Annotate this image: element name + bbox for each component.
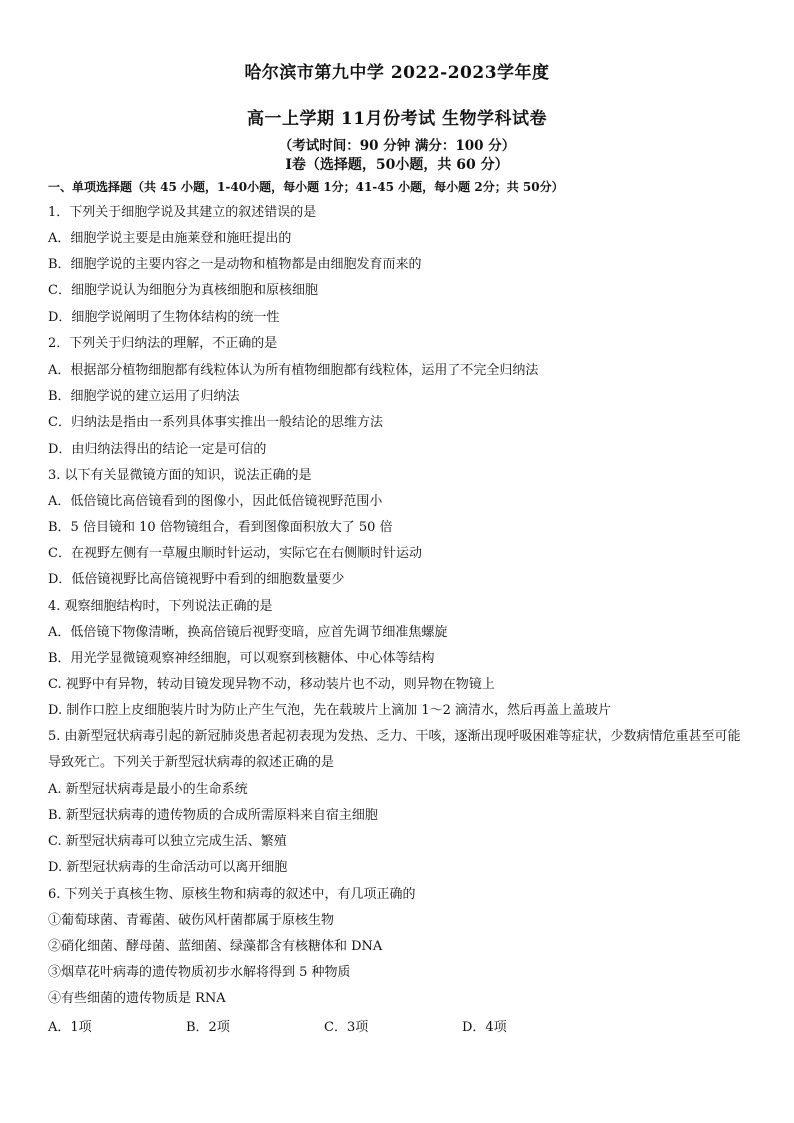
- question-3-option-b: B．5 倍目镜和 10 倍物镜组合，看到图像面积放大了 50 倍: [48, 520, 393, 535]
- question-4-stem: 4. 观察细胞结构时，下列说法正确的是: [48, 599, 273, 614]
- question-4-option-a: A．低倍镜下物像清晰，换高倍镜后视野变暗，应首先调节细准焦螺旋: [48, 625, 448, 640]
- question-5-stem: 5. 由新型冠状病毒引起的新冠肺炎患者起初表现为发热、乏力、干咳，逐渐出现呼吸困难等症状，少数病情危重甚至可能导致死亡。下列关于新型冠状病毒的叙述正确的是: [48, 729, 741, 770]
- question-5-option-a: A. 新型冠状病毒是最小的生命系统: [48, 782, 248, 797]
- question-1-stem: 1．下列关于细胞学说及其建立的叙述错误的是: [48, 205, 317, 220]
- question-4-option-c: C. 视野中有异物，转动目镜发现异物不动，移动装片也不动，则异物在物镜上: [48, 677, 495, 692]
- question-1-option-c: C．细胞学说认为细胞分为真核细胞和原核细胞: [48, 283, 318, 298]
- part-heading: Ⅰ卷（选择题，50小题，共 60 分）: [285, 157, 509, 173]
- question-3-option-d: D．低倍镜视野比高倍镜视野中看到的细胞数量要少: [48, 572, 345, 587]
- question-5-option-c: C. 新型冠状病毒可以独立完成生活、繁殖: [48, 834, 287, 849]
- question-3-stem: 3. 以下有关显微镜方面的知识，说法正确的是: [48, 468, 312, 483]
- question-3-option-a: A．低倍镜比高倍镜看到的图像小，因此低倍镜视野范围小: [48, 494, 383, 509]
- question-1-option-d: D．细胞学说阐明了生物体结构的统一性: [48, 310, 280, 325]
- question-3-option-c: C．在视野左侧有一草履虫顺时针运动，实际它在右侧顺时针运动: [48, 546, 422, 561]
- question-6-option-c: C．3项: [324, 1020, 369, 1035]
- question-4-option-d: D. 制作口腔上皮细胞装片时为防止产生气泡，先在载玻片上滴加 1～2 滴清水，然后再盖上盖玻片: [48, 703, 612, 718]
- question-4-option-b: B．用光学显微镜观察神经细胞，可以观察到核糖体、中心体等结构: [48, 651, 435, 666]
- question-2-option-a: A．根据部分植物细胞都有线粒体认为所有植物细胞都有线粒体，运用了不完全归纳法: [48, 363, 539, 378]
- question-6-option-a: A．1项: [48, 1020, 92, 1035]
- question-5-option-b: B. 新型冠状病毒的遗传物质的合成所需原料来自宿主细胞: [48, 808, 378, 823]
- question-1-option-a: A．细胞学说主要是由施莱登和施旺提出的: [48, 231, 292, 246]
- question-6-statement-1: ①葡萄球菌、青霉菌、破伤风杆菌都属于原核生物: [48, 913, 335, 928]
- question-6-option-b: B．2项: [186, 1020, 230, 1035]
- question-6-stem: 6. 下列关于真核生物、原核生物和病毒的叙述中，有几项正确的: [48, 887, 416, 902]
- exam-subtitle: 高一上学期 11月份考试 生物学科试卷: [247, 109, 547, 129]
- question-2-stem: 2．下列关于归纳法的理解，不正确的是: [48, 336, 278, 351]
- question-2-option-b: B．细胞学说的建立运用了归纳法: [48, 389, 240, 404]
- question-6-statement-2: ②硝化细菌、酵母菌、蓝细菌、绿藻都含有核糖体和 DNA: [48, 939, 383, 954]
- exam-title: 哈尔滨市第九中学 2022-2023学年度: [244, 63, 550, 83]
- question-5-option-d: D. 新型冠状病毒的生命活动可以离开细胞: [48, 860, 288, 875]
- section-heading: 一、单项选择题（共 45 小题，1-40小题，每小题 1分；41-45 小题，每小题 2分；共 50分）: [48, 180, 564, 194]
- question-6-statement-4: ④有些细菌的遗传物质是 RNA: [48, 991, 226, 1006]
- question-6-statement-3: ③烟草花叶病毒的遗传物质初步水解将得到 5 种物质: [48, 965, 351, 980]
- question-2-option-c: C．归纳法是指由一系列具体事实推出一般结论的思维方法: [48, 415, 383, 430]
- question-2-option-d: D．由归纳法得出的结论一定是可信的: [48, 442, 267, 457]
- question-6-option-d: D．4项: [462, 1020, 507, 1035]
- exam-info: （考试时间：90 分钟 满分：100 分）: [278, 138, 516, 154]
- question-1-option-b: B．细胞学说的主要内容之一是动物和植物都是由细胞发育而来的: [48, 257, 422, 272]
